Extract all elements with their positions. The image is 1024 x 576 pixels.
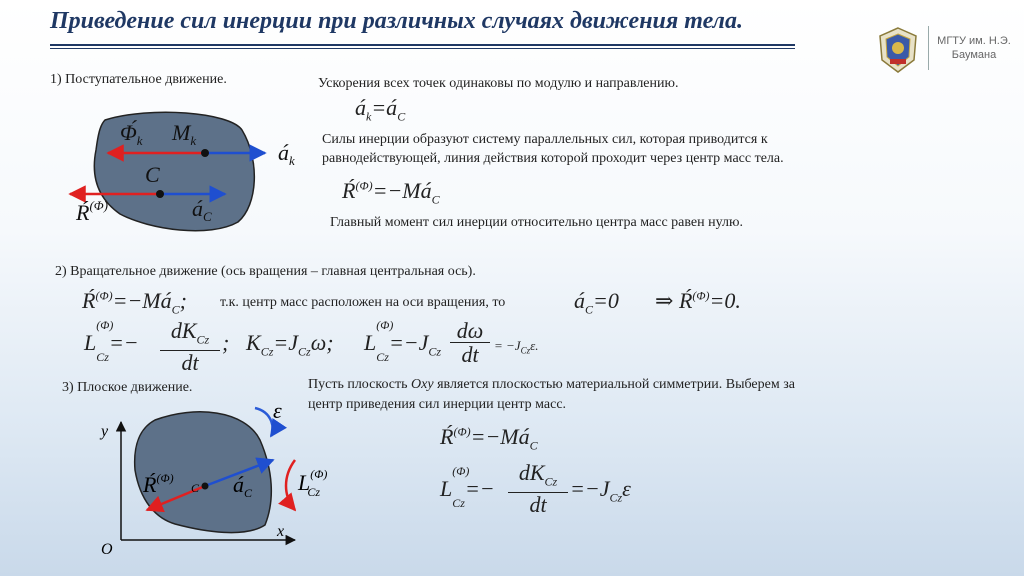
s3-t1c: является плоскостью материальной симметрии. Выберем за [433,377,795,392]
section2-heading: 2) Вращательное движение (ось вращения – главная центральная ось). [55,264,476,279]
s2-l2-eq: =−J [388,330,429,355]
university-name-line1: МГТУ им. Н.Э. [937,35,1011,47]
s2-k: K [246,330,261,355]
label-ac-3: $á_C$ [233,472,253,500]
s3-num-sub: Cz [544,474,558,489]
s2-r2-sup: (Φ) [692,288,710,303]
s2-dt: dt [461,342,479,367]
label-resultant-3: $Ŕ^{(\Phi)}$ [143,471,174,497]
f-r-rest: =−Má [372,178,432,203]
s3-l-sup: (Φ) [452,464,470,478]
s2-l-sup: (Φ) [96,318,114,332]
f-a-sub: k [366,109,372,124]
s3-r-sub: C [529,438,538,453]
section3-fraction [508,462,568,517]
s3-t1a: Пусть плоскость [308,377,412,392]
title-underline-thin [50,48,795,49]
university-emblem-icon [876,26,920,74]
s2-l-eq: =− [108,330,139,355]
section1-text-accelerations: Ускорения всех точек одинаковы по модулю и направлению. [318,76,679,91]
section1-formula-resultant [342,178,440,207]
s2-l-sub: Cz [96,350,109,365]
section2-formula-r-zero [655,288,741,314]
angular-acceleration-arc [255,408,273,436]
s2-den: dt [181,350,199,376]
s2-r-end: ; [179,288,187,313]
section1-formula-accel [355,95,405,124]
slide-title: Приведение сил инерции при различных случаях движения тела. [50,8,743,34]
f-a: á [355,95,366,120]
s2-ac-sub: C [585,302,594,317]
label-resultant: $Ŕ^{(\Phi)}$ [76,198,109,225]
section2-formula-moment [84,318,139,365]
s3-l: L [440,476,453,501]
s2-ac: á [574,288,585,313]
s2-omega: ω; [310,330,334,355]
s3-t1b: Oxy [411,377,434,392]
label-ak: $á_k$ [278,140,295,168]
f-r-sub: C [431,192,440,207]
x-axis-label: x [277,523,285,540]
s2-l2: L [364,330,377,355]
title-underline [50,44,795,46]
section1-text-moment: Главный момент сил инерции относительно центра масс равен нулю. [330,215,743,230]
y-axis-label: y [101,423,109,440]
s2-domega: dω [450,320,490,343]
s2-r2-rest: =0. [709,288,741,313]
epsilon-label: ε [273,400,282,423]
label-c: C [145,162,160,187]
section1-heading: 1) Поступательное движение. [50,72,227,87]
header-divider [928,26,929,70]
label-moment-3: $L^{(\Phi)}$ Cz [298,467,328,499]
section1-text-resultant: равнодействующей, линия действия которой проходит через центр масс тела. [322,151,784,166]
university-name [934,34,1014,62]
s2-r-sub: C [171,302,180,317]
f-r-sup: (Φ) [355,178,373,193]
s3-r-sup: (Φ) [453,424,471,439]
s2-l: L [84,330,97,355]
origin-label: O [101,541,113,558]
label-phi: $\Phí_k$ [120,120,143,148]
f-eq: =á [371,95,398,120]
s2-eps: ε. [530,338,539,353]
section3-text-plane [308,377,795,393]
label-mass: $M_k$ [172,120,197,148]
s2-l2-jsub: Cz [428,344,442,359]
s2-k-eq: =J [273,330,298,355]
section2-fraction-dk [160,320,220,375]
translational-motion-figure [60,110,310,235]
section3-heading: 3) Плоское движение. [62,380,193,395]
inertia-moment-arc [286,460,295,510]
section2-text-center: т.к. центр масс расположен на оси вращения, то [220,295,506,310]
s3-r: Ŕ [440,424,454,449]
s2-r: Ŕ [82,288,96,313]
s3-l-sub: Cz [452,496,465,511]
s2-l2-sup: (Φ) [376,318,394,332]
label-ac: $á_C$ [192,196,212,224]
university-name-line2: Баумана [951,49,997,61]
s2-implies: ⇒ [655,288,674,313]
s3-num: dK [518,460,545,485]
f-r: Ŕ [342,178,356,203]
center-of-mass-dot-3 [202,483,209,490]
section3-text-center: центр приведения сил инерции центр масс. [308,397,567,412]
f-c-sub: C [397,109,406,124]
s2-eq-j-sub: Cz [520,345,531,356]
center-of-mass-dot [156,190,164,198]
section3-formula-j-eps [570,476,631,505]
s3-r-rest: =−Má [470,424,530,449]
s2-l2-sub: Cz [376,350,389,365]
s2-k-sub: Cz [260,344,274,359]
section2-fraction-domega [450,320,490,367]
section2-formula-moment2 [364,318,442,365]
s2-num: dK [170,318,197,343]
label-c-3: C [191,481,200,495]
s3-den: dt [529,492,547,518]
section2-formula-resultant [82,288,187,317]
section1-text-forces: Силы инерции образуют систему параллельных сил, которая приводится к [322,132,768,147]
s3-j-sub: Cz [609,490,623,505]
s2-ac-rest: =0 [593,288,619,313]
section2-formula-epsilon [494,338,538,356]
s2-r-sup: (Φ) [95,288,113,303]
s3-j: =−J [570,476,610,501]
section3-formula-moment [440,464,495,511]
section2-semicolon: ; [222,330,230,355]
s2-j-sub: Cz [298,344,311,359]
point-k-dot [201,149,209,157]
s3-l-eq: =− [464,476,495,501]
section2-formula-momentum [246,330,334,359]
section2-formula-ac-zero [574,288,619,317]
s2-eq-j: = −J [494,338,521,353]
plane-motion-figure [95,400,350,560]
s3-eps: ε [622,476,631,501]
section3-formula-resultant [440,424,538,453]
s2-r-rest: =−Má [112,288,172,313]
s2-r2: Ŕ [678,288,693,313]
s2-num-sub: Cz [196,332,210,347]
